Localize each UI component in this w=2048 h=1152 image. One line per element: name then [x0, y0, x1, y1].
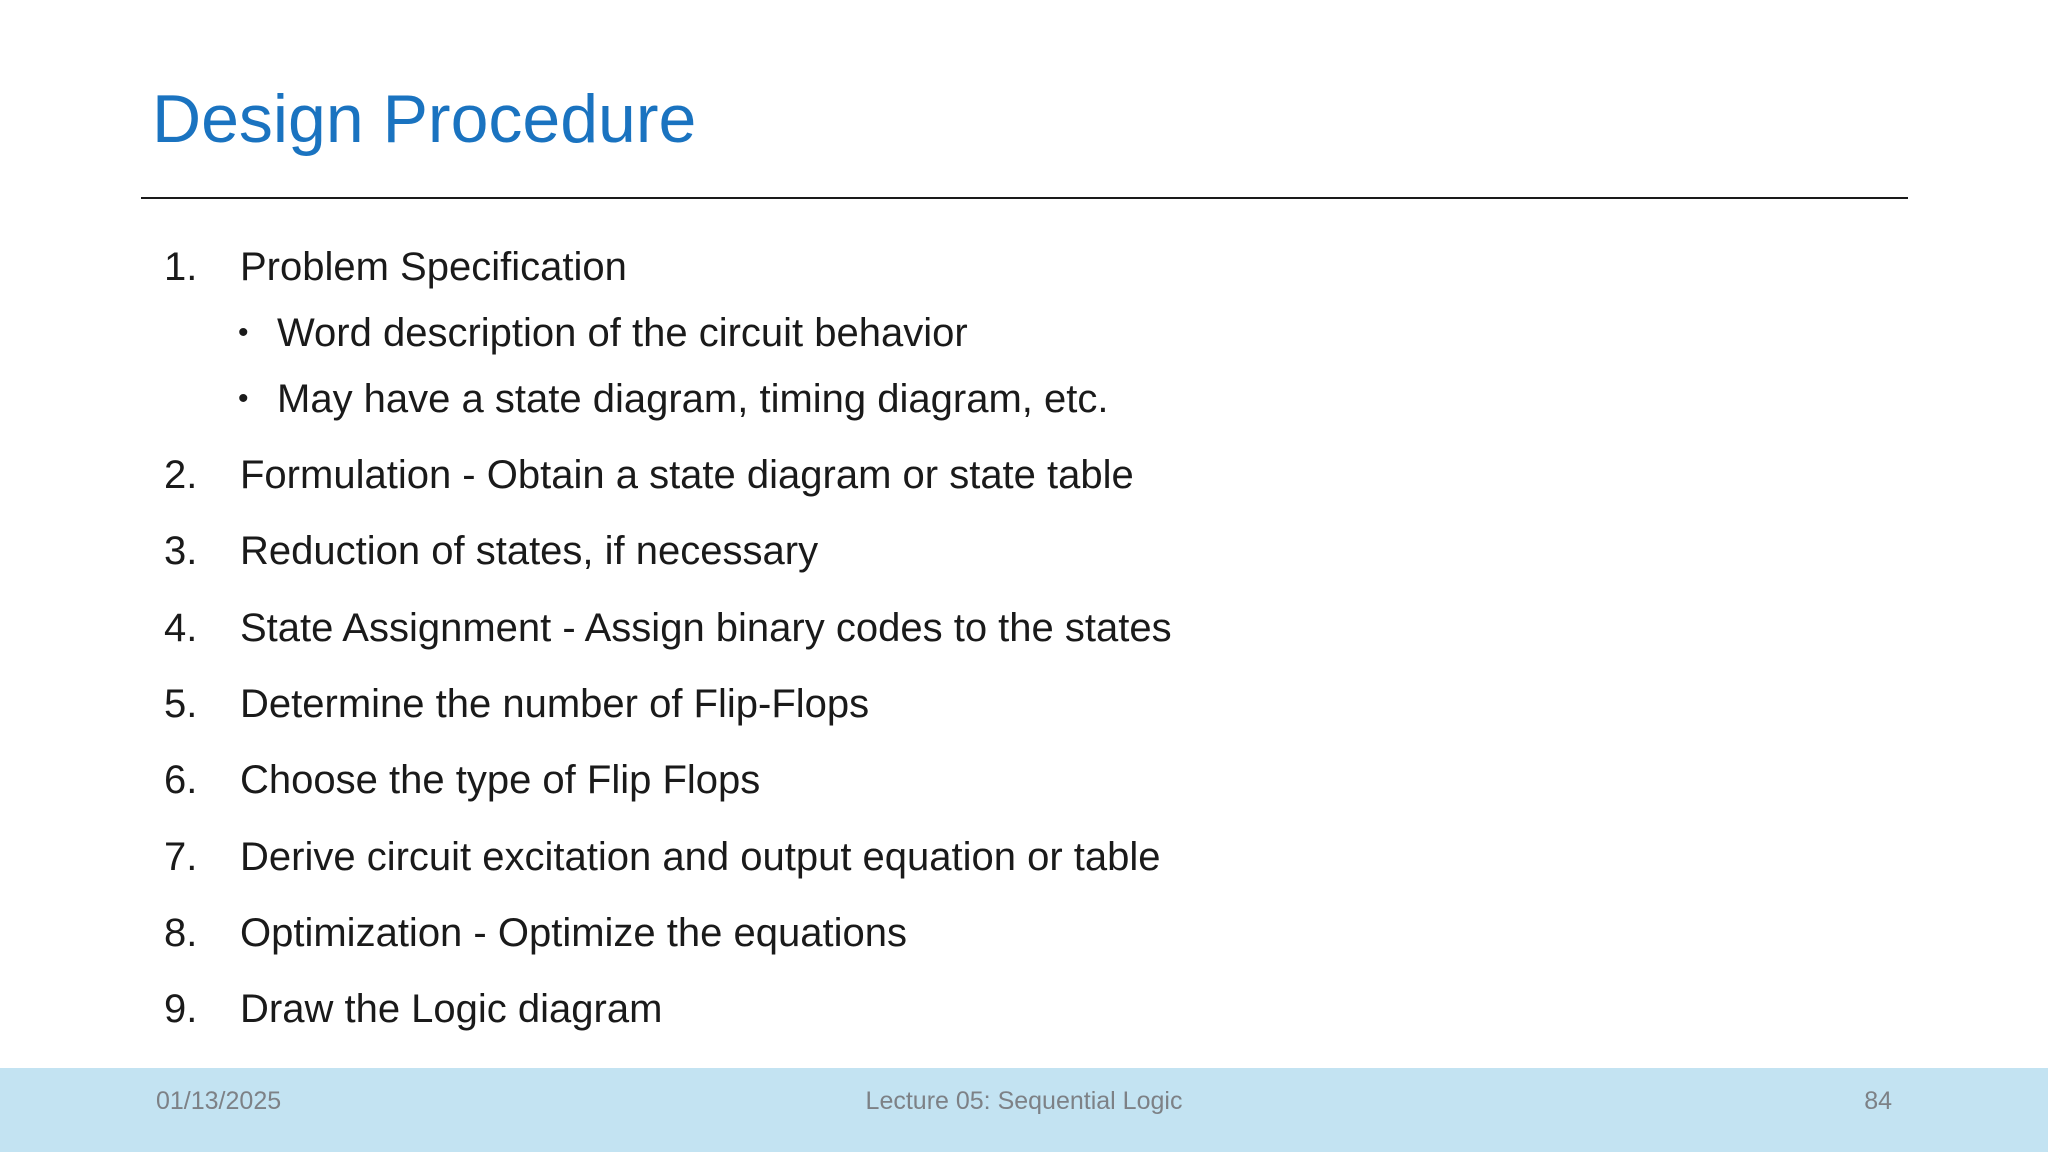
- step-number: 3.: [164, 529, 198, 573]
- step-text: Formulation - Obtain a state diagram or state table: [240, 453, 1134, 497]
- sub-item-text: May have a state diagram, timing diagram, etc.: [277, 377, 1109, 421]
- footer-date: 01/13/2025: [156, 1087, 282, 1115]
- step-text: Draw the Logic diagram: [240, 987, 663, 1031]
- step-text: Problem Specification: [240, 245, 627, 289]
- step-text: State Assignment - Assign binary codes to the states: [240, 606, 1172, 650]
- step-number: 6.: [164, 758, 198, 802]
- step-text: Derive circuit excitation and output equation or table: [240, 835, 1161, 879]
- bullet-icon: •: [238, 316, 249, 349]
- slide-footer: [0, 1068, 2048, 1152]
- step-text: Choose the type of Flip Flops: [240, 758, 761, 802]
- footer-page-number: 84: [1864, 1087, 1892, 1115]
- slide-title: Design Procedure: [152, 81, 697, 157]
- step-number: 7.: [164, 835, 198, 879]
- step-number: 9.: [164, 987, 198, 1031]
- step-text: Reduction of states, if necessary: [240, 529, 819, 573]
- step-number: 1.: [164, 245, 198, 289]
- step-text: Determine the number of Flip-Flops: [240, 682, 870, 726]
- footer-course-title: Lecture 05: Sequential Logic: [865, 1087, 1183, 1115]
- step-number: 4.: [164, 606, 198, 650]
- step-number: 2.: [164, 453, 198, 497]
- sub-item-text: Word description of the circuit behavior: [277, 311, 968, 355]
- step-number: 5.: [164, 682, 198, 726]
- step-text: Optimization - Optimize the equations: [240, 911, 907, 955]
- bullet-icon: •: [238, 382, 249, 415]
- step-number: 8.: [164, 911, 198, 955]
